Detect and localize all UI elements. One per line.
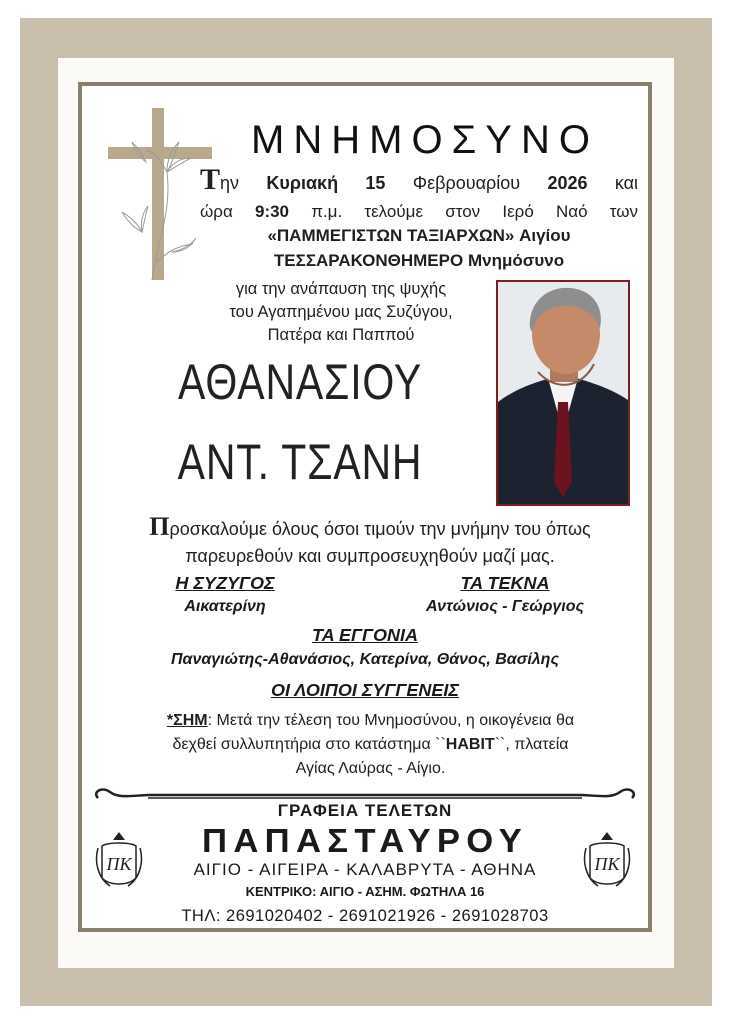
lily-flowers-icon — [112, 112, 212, 282]
church-name: «ΠΑΜΜΕΓΙΣΤΩΝ ΤΑΞΙΑΡΧΩΝ» — [267, 226, 515, 245]
intro-line-4 — [200, 251, 638, 271]
children-title: ΤΑ ΤΕΚΝΑ — [460, 573, 550, 593]
service-type: ΤΕΣΣΑΡΑΚΟΝΘΗΜΕΡΟ — [273, 251, 464, 270]
intro-church-text: π.μ. τελούμε στον Ιερό Ναό των — [311, 202, 638, 221]
portrait-photo — [496, 280, 630, 506]
invitation-line-2: παρευρεθούν και συμπροσευχηθούν μαζί μας. — [185, 546, 555, 566]
children-names: Αντώνιος - Γεώργιος — [425, 598, 585, 615]
intro-date: 15 — [365, 173, 386, 193]
note-text-2b: ``, πλατεία — [494, 736, 569, 753]
intro-line-7: Πατέρα και Παππού — [267, 326, 415, 344]
agency-logo-icon-right — [580, 828, 634, 890]
deceased-last-name: ΑΝΤ. ΤΣΑΝΗ — [177, 434, 423, 490]
invitation-drop-cap: Π — [149, 512, 170, 541]
agency-phones: ΤΗΛ: 2691020402 - 2691021926 - 2691028703 — [181, 907, 549, 925]
invitation-text — [100, 513, 640, 570]
agency-title: ΓΡΑΦΕΙΑ ΤΕΛΕΤΩΝ — [277, 801, 453, 820]
note-line-1 — [98, 709, 643, 733]
intro-month: Φεβρουαρίου — [412, 173, 521, 193]
page-title: ΜΝΗΜΟΣΥΝΟ — [251, 118, 599, 162]
intro-drop-cap: Τ — [200, 163, 221, 196]
intro-word: ην — [220, 173, 240, 193]
intro-hour-word: ώρα — [200, 202, 233, 221]
agency-headquarters: ΚΕΝΤΡΙΚΟ: ΑΙΓΙΟ - ΑΣΗΜ. ΦΩΤΗΛΑ 16 — [245, 884, 485, 899]
intro-line-3 — [200, 226, 638, 246]
intro-line-2 — [200, 202, 638, 222]
note-text — [98, 709, 643, 781]
svg-text:ΠΚ: ΠΚ — [106, 854, 132, 874]
intro-day: Κυριακή — [266, 173, 339, 193]
intro-year: 2026 — [547, 173, 588, 193]
note-line-2 — [98, 733, 643, 757]
note-shop: HABIT — [445, 736, 495, 753]
spouse-title: Η ΣΥΖΥΓΟΣ — [175, 573, 275, 593]
note-text-1: : Μετά την τέλεση του Μνημοσύνου, η οικογένεια θα — [207, 712, 575, 729]
note-line-3: Αγίας Λαύρας - Αίγιο. — [295, 760, 446, 777]
deceased-first-name: ΑΘΑΝΑΣΙΟΥ — [178, 354, 422, 410]
invitation-line-1 — [100, 513, 640, 543]
note-label: *ΣΗΜ — [166, 712, 208, 729]
relatives-title: ΟΙ ΛΟΙΠΟΙ ΣΥΓΓΕΝΕΙΣ — [270, 680, 460, 700]
note-text-2a: δεχθεί συλλυπητήρια στο κατάστημα `` — [172, 736, 446, 753]
invitation-text-1: ροσκαλούμε όλους όσοι τιμούν την μνήμην του όπως — [169, 519, 591, 539]
intro-line-1 — [200, 163, 638, 196]
svg-text:ΠΚ: ΠΚ — [594, 854, 620, 874]
intro-line-6: του Αγαπημένου μας Συζύγου, — [229, 303, 453, 321]
portrait-image — [498, 282, 628, 504]
service-word: Μνημόσυνο — [467, 251, 565, 270]
agency-name: ΠΑΠΑΣΤΑΥΡΟΥ — [202, 822, 528, 859]
agency-logo-icon — [92, 828, 146, 890]
agency-cities: ΑΙΓΙΟ - ΑΙΓΕΙΡΑ - ΚΑΛΑΒΡΥΤΑ - ΑΘΗΝΑ — [193, 860, 537, 879]
intro-line-5: για την ανάπαυση της ψυχής — [235, 280, 447, 298]
intro-and: και — [614, 173, 638, 193]
grandchildren-names: Παναγιώτης-Αθανάσιος, Κατερίνα, Θάνος, Βασίλης — [171, 651, 559, 668]
intro-time: 9:30 — [254, 202, 290, 221]
grandchildren-title: ΤΑ ΕΓΓΟΝΙΑ — [312, 625, 418, 645]
spouse-name: Αικατερίνη — [184, 598, 266, 615]
church-town: Αιγίου — [519, 226, 571, 245]
